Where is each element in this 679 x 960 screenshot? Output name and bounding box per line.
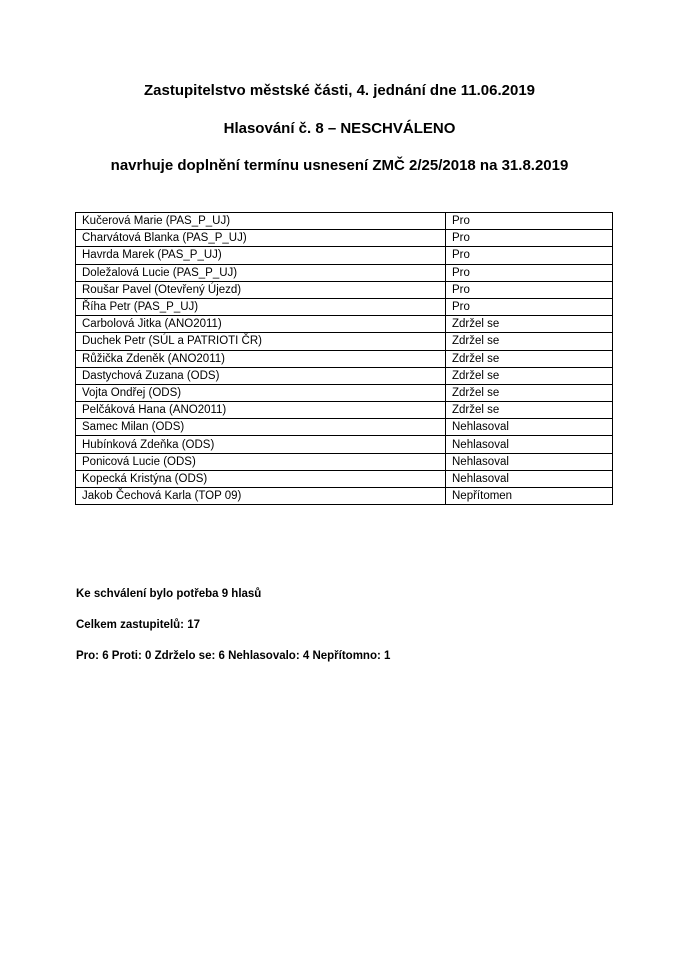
member-name: Hubínková Zdeňka (ODS): [76, 436, 446, 453]
member-vote: Pro: [446, 298, 613, 315]
member-vote: Nehlasoval: [446, 436, 613, 453]
table-row: [76, 230, 613, 247]
member-name: Havrda Marek (PAS_P_UJ): [76, 247, 446, 264]
member-vote: Zdržel se: [446, 402, 613, 419]
member-vote: Zdržel se: [446, 350, 613, 367]
table-row: [76, 333, 613, 350]
table-row: [76, 298, 613, 315]
member-name: Ponicová Lucie (ODS): [76, 453, 446, 470]
member-vote: Pro: [446, 230, 613, 247]
member-vote: Zdržel se: [446, 384, 613, 401]
member-vote: Pro: [446, 264, 613, 281]
resolution-subject-title: navrhuje doplnění termínu usnesení ZMČ 2/25/2018 na 31.8.2019: [110, 157, 569, 174]
member-name: Samec Milan (ODS): [76, 419, 446, 436]
vote-table-body: [76, 213, 613, 505]
required-votes-note: Ke schválení bylo potřeba 9 hlasů: [76, 588, 262, 600]
member-name: Carbolová Jitka (ANO2011): [76, 316, 446, 333]
member-vote: Nehlasoval: [446, 419, 613, 436]
member-name: Kučerová Marie (PAS_P_UJ): [76, 213, 446, 230]
total-members-note: Celkem zastupitelů: 17: [76, 619, 200, 631]
table-row: [76, 247, 613, 264]
member-name: Jakob Čechová Karla (TOP 09): [76, 488, 446, 505]
table-row: [76, 350, 613, 367]
table-row: [76, 264, 613, 281]
meeting-title: Zastupitelstvo městské části, 4. jednání dne 11.06.2019: [143, 82, 536, 99]
member-name: Vojta Ondřej (ODS): [76, 384, 446, 401]
table-row: [76, 367, 613, 384]
member-name: Roušar Pavel (Otevřený Újezd): [76, 281, 446, 298]
member-name: Kopecká Kristýna (ODS): [76, 470, 446, 487]
table-row: [76, 384, 613, 401]
table-row: [76, 316, 613, 333]
vote-table: [75, 212, 613, 505]
table-row: [76, 436, 613, 453]
member-name: Říha Petr (PAS_P_UJ): [76, 298, 446, 315]
member-vote: Zdržel se: [446, 367, 613, 384]
vote-tally-note: Pro: 6 Proti: 0 Zdrželo se: 6 Nehlasovalo: 4 Nepřítomno: 1: [76, 650, 391, 662]
table-row: [76, 402, 613, 419]
member-name: Dastychová Zuzana (ODS): [76, 367, 446, 384]
table-row: [76, 470, 613, 487]
member-name: Charvátová Blanka (PAS_P_UJ): [76, 230, 446, 247]
table-row: [76, 453, 613, 470]
member-vote: Pro: [446, 281, 613, 298]
member-name: Růžička Zdeněk (ANO2011): [76, 350, 446, 367]
vote-number-result-title: Hlasování č. 8 – NESCHVÁLENO: [223, 120, 456, 137]
table-row: [76, 281, 613, 298]
member-vote: Zdržel se: [446, 333, 613, 350]
table-row: [76, 419, 613, 436]
member-name: Duchek Petr (SÚL a PATRIOTI ČR): [76, 333, 446, 350]
member-vote: Pro: [446, 247, 613, 264]
member-vote: Pro: [446, 213, 613, 230]
member-vote: Nepřítomen: [446, 488, 613, 505]
member-vote: Zdržel se: [446, 316, 613, 333]
table-row: [76, 213, 613, 230]
member-vote: Nehlasoval: [446, 453, 613, 470]
member-vote: Nehlasoval: [446, 470, 613, 487]
member-name: Pelčáková Hana (ANO2011): [76, 402, 446, 419]
member-name: Doležalová Lucie (PAS_P_UJ): [76, 264, 446, 281]
table-row: [76, 488, 613, 505]
